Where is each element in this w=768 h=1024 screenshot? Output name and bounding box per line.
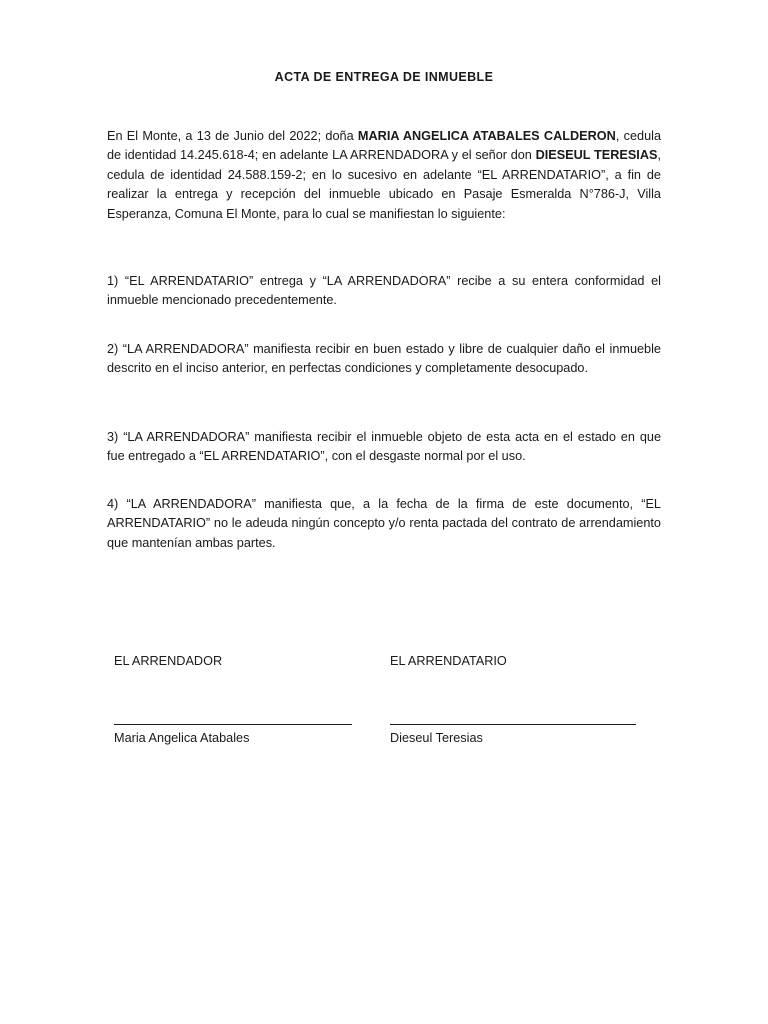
signature-line-lessee [390,724,636,725]
document-title: ACTA DE ENTREGA DE INMUEBLE [274,70,494,84]
clause-3: 3) “LA ARRENDADORA” manifiesta recibir el inmueble objeto de esta acta en el estado en que fue entregado a “EL ARRENDATARIO”, con el desgaste normal por el uso. [107,430,661,464]
signature-line-lessor [114,724,352,725]
intro-text-2: , cedula de identidad 14.245.618-4; en adelante LA ARRENDADORA y el señor don [107,129,662,163]
clause-2: 2) “LA ARRENDADORA” manifiesta recibir en buen estado y libre de cualquier daño el inmueble descrito en el inciso anterior, en perfectas condiciones y completamente desocupado. [107,342,661,376]
intro-paragraph [107,127,661,224]
lessee-name-bold: DIESEUL TERESIAS [535,148,658,163]
signature-name-lessee: Dieseul Teresias [390,731,483,745]
signature-label-lessee: EL ARRENDATARIO [390,654,507,668]
signature-label-lessor: EL ARRENDADOR [114,654,223,668]
lessor-name-bold: MARIA ANGELICA ATABALES CALDERON [357,129,616,143]
intro-text-1: En El Monte, a 13 de Junio del 2022; doña [107,129,358,143]
intro-text-3: , cedula de identidad 24.588.159-2; en lo sucesivo en adelante “EL ARRENDATARIO”, a fin de realizar la entrega y recepción del inmueble ubicado en Pasaje Esmeralda N°786-J, Villa Esperanza, Comuna El Monte, para lo cual se manifiestan lo siguiente: [107,148,661,221]
signature-name-lessor: Maria Angelica Atabales [114,731,250,745]
clause-1: 1) “EL ARRENDATARIO” entrega y “LA ARRENDADORA” recibe a su entera conformidad el inmueble mencionado precedentemente. [107,274,661,308]
clause-4: 4) “LA ARRENDADORA” manifiesta que, a la fecha de la firma de este documento, “EL ARRENDATARIO” no le adeuda ningún concepto y/o renta pactada del contrato de arrendamiento que mantenían ambas partes. [107,497,661,550]
